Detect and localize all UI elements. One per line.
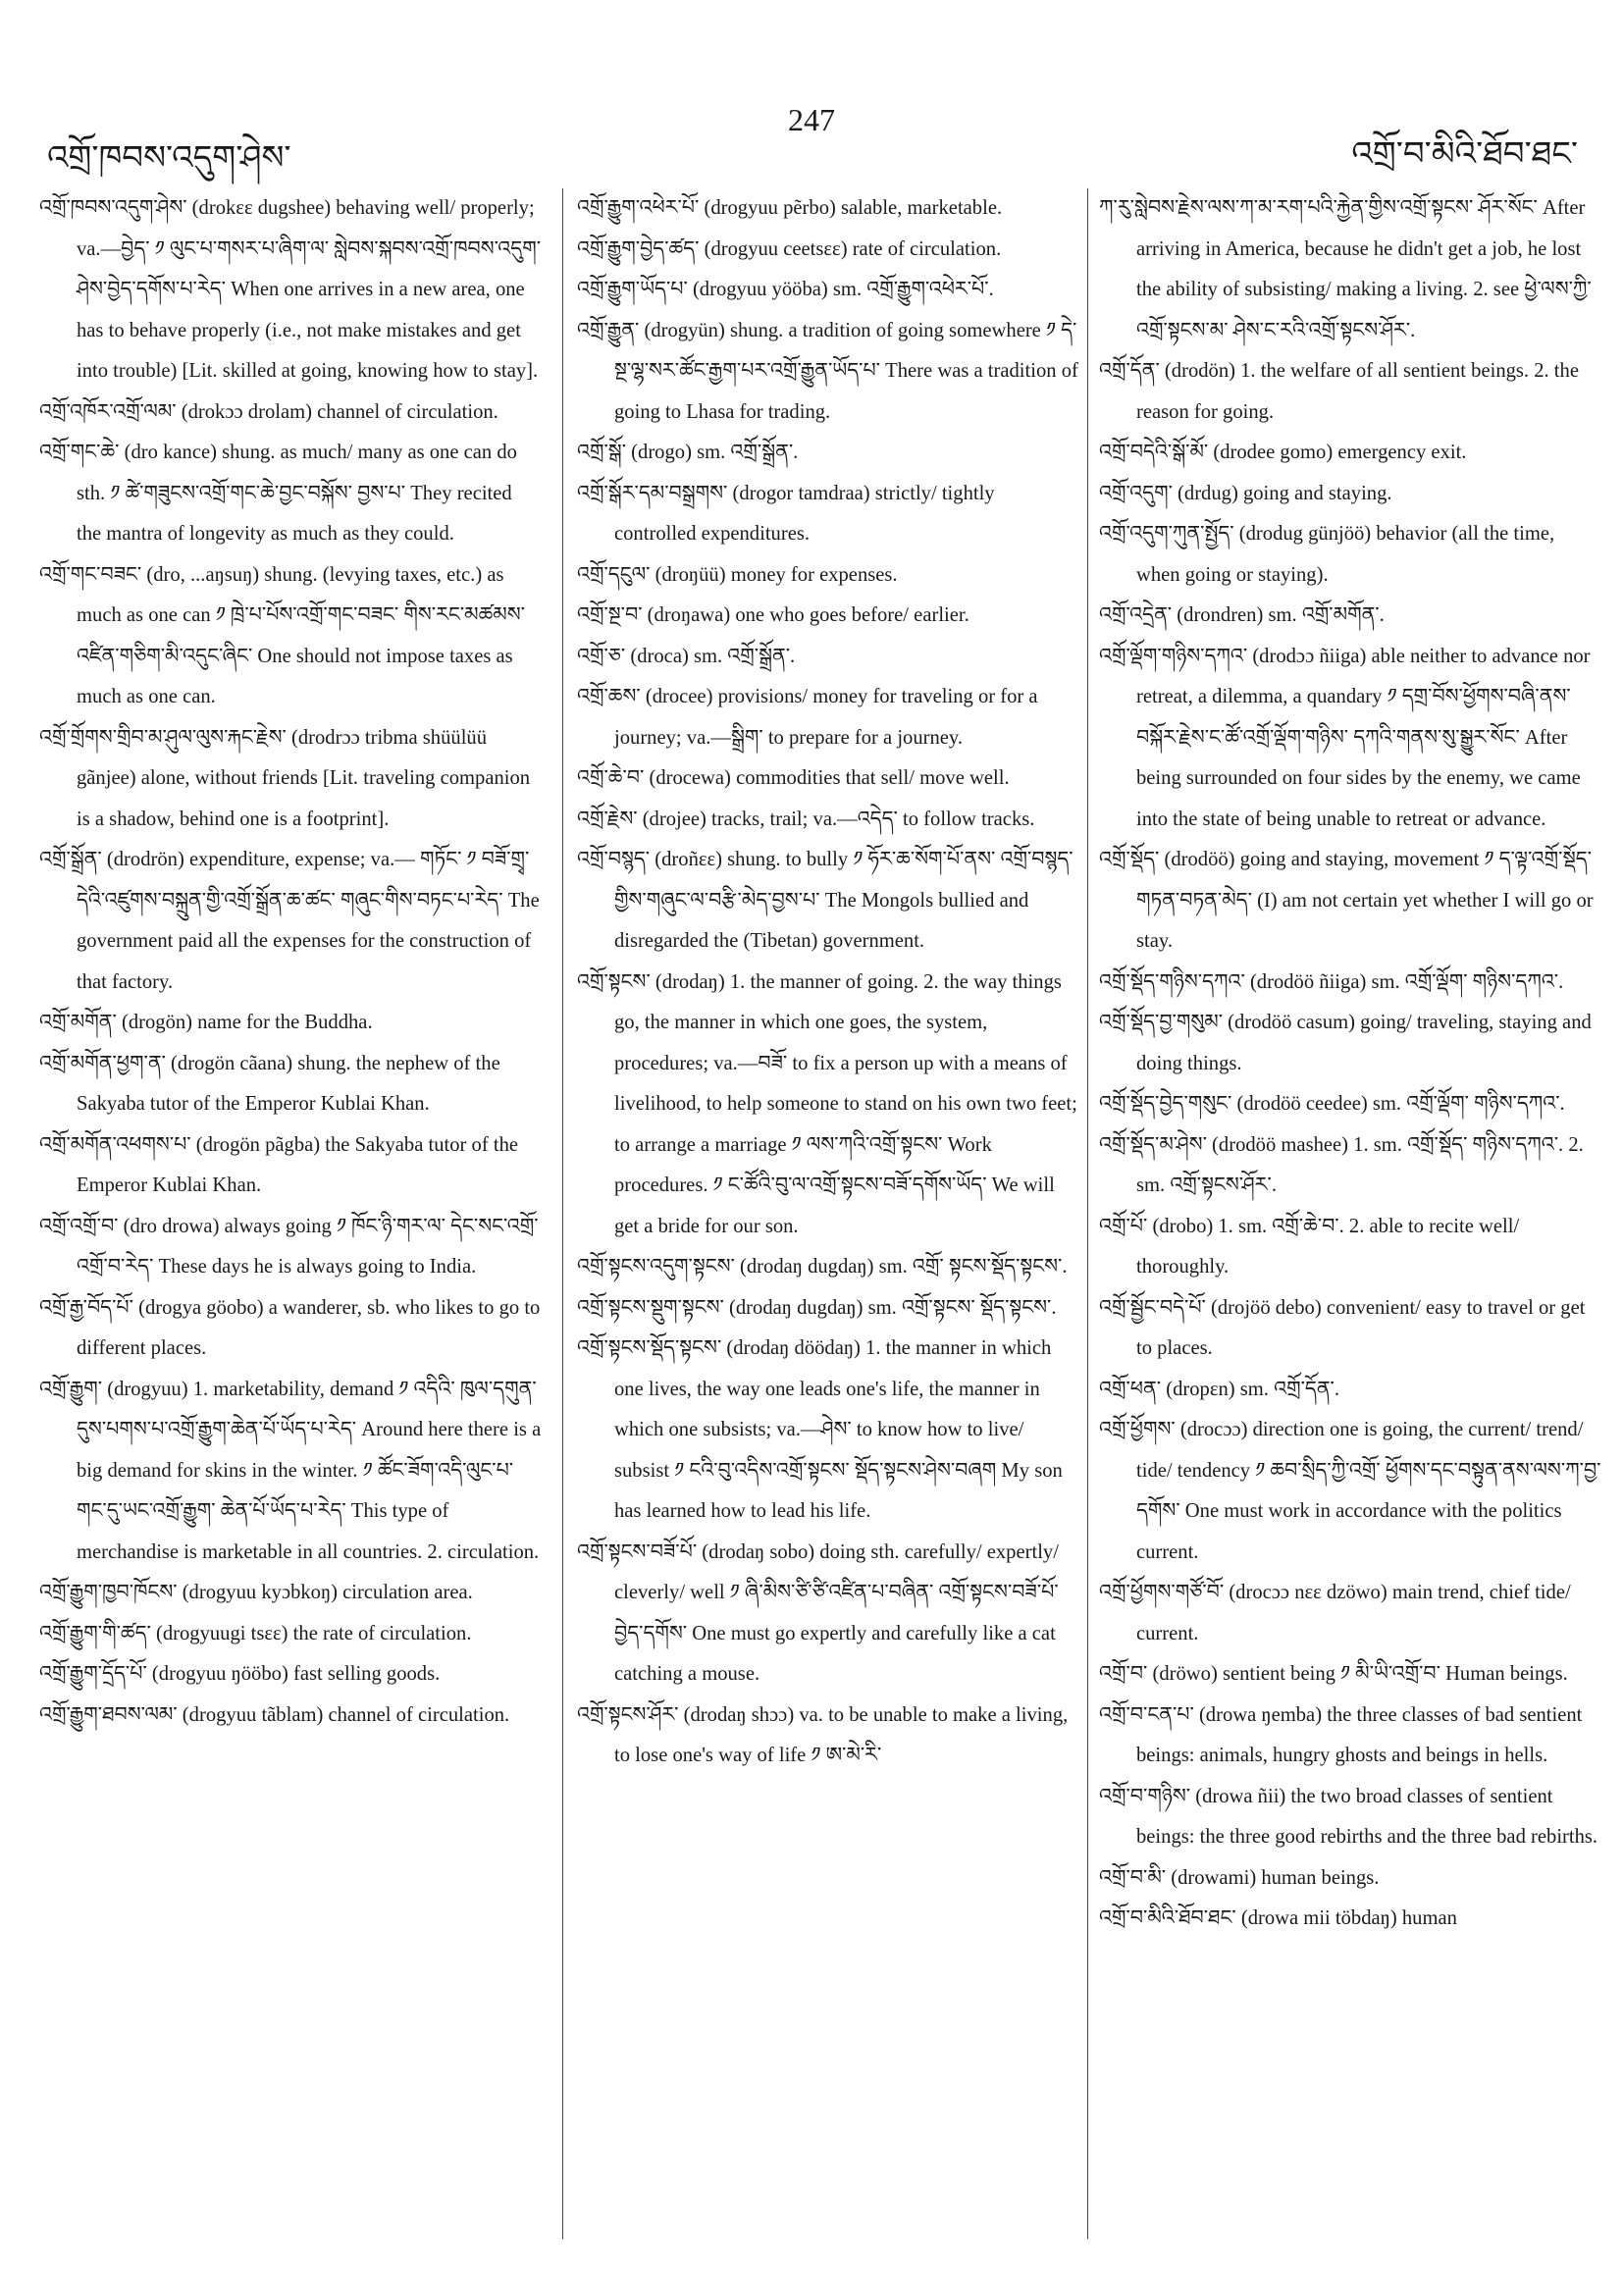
dictionary-entry: འགྲོ་སྟངས་ཤོར་ (drodaŋ shɔɔ) va. to be unable to make a living, to lose one's way of life ༡ ཨ་མེ་རི་ <box>577 1703 1069 1766</box>
dictionary-entry: འགྲོ་བསྙད་ (droñεε) shung. to bully ༡ ཧོར་ཆ་སོག་པོ་ནས་ འགྲོ་བསྙད་གྱིས་གཞུང་ལ་བརྩི་མེད་བྱས་པ་ The Mongols bullied and disregarded the (Tibetan) government. <box>577 849 1073 952</box>
dictionary-entry: འགྲོ་སྡོད་མ་ཤེས་ (drodöö mashee) 1. sm. འགྲོ་སྡོད་ གཉིས་དཀའ་. 2. sm. འགྲོ་སྟངས་ཤོར་. <box>1099 1133 1584 1196</box>
column-divider <box>1087 188 1088 2239</box>
dictionary-entry: འགྲོ་རྒྱུག་ (drogyuu) 1. marketability, demand ༡ འདིའི་ ཁུལ་དགུན་དུས་པགས་པ་འགྲོ་རྒྱུག་ཆེན་པོ་ཡོད་པ་རེད་ Around here there is a big demand for skins in the winter. ༡ ཚོང་ཟོག་འདི་ལུང་པ་གང་དུ་ཡང་འགྲོ་རྒྱུག་ ཆེན་པོ་ཡོད་པ་རེད་ This type of merchandise is marketable in all countries. 2. circulation. <box>39 1378 542 1563</box>
dictionary-entry: འགྲོ་འདུག་ཀུན་སྤྱོད་ (drodug günjöö) behavior (all the time, when going or staying). <box>1099 523 1555 586</box>
dictionary-entry: འགྲོ་རྗེས་ (drojee) tracks, trail; va.—འདེད་ to follow tracks. <box>577 808 1035 830</box>
dictionary-entry: འགྲོ་སྡོད་བྱ་གསུམ་ (drodöö casum) going/ traveling, staying and doing things. <box>1099 1012 1592 1074</box>
dictionary-entry: འགྲོ་འདྲེན་ (drondren) sm. འགྲོ་མགོན་. <box>1099 604 1385 626</box>
dictionary-entry: འགྲོ་དངུལ་ (droŋüü) money for expenses. <box>577 563 898 586</box>
dictionary-entry: འགྲོ་གང་བཟང་ (dro, ...aŋsuŋ) shung. (levying taxes, etc.) as much as one can ༡ ཁྲེ་པ་པོས་འགྲོ་གང་བཟང་ གིས་རང་མཚམས་འཛིན་གཅིག་མི་འདུང་ཞིང་ One should not impose taxes as much as one can. <box>39 563 525 707</box>
dictionary-entry: འགྲོ་རྒྱུག་ཡོད་པ་ (drogyuu yööba) sm. འགྲོ་རྒྱུག་འཕེར་པོ་. <box>577 279 994 300</box>
dictionary-entry: འགྲོ་བ་མིའི་ཐོབ་ཐང་ (drowa mii töbdaŋ) human <box>1099 1907 1457 1929</box>
dictionary-entry: འགྲོ་གང་ཆེ་ (dro kance) shung. as much/ many as one can do sth. ༡ ཚེ་གཟུངས་འགྲོ་གང་ཆེ་བྱང་བསྐོས་ བྱས་པ་ They recited the mantra of longevity as much as they could. <box>39 442 517 545</box>
dictionary-entry: འགྲོ་དོན་ (drodön) 1. the welfare of all sentient beings. 2. the reason for going. <box>1099 360 1579 423</box>
dictionary-entry: འགྲོ་རྒྱུག་དྲོད་པོ་ (drogyuu ŋööbo) fast selling goods. <box>39 1663 441 1685</box>
dictionary-entry: འགྲོ་འགྲོ་བ་ (dro drowa) always going ༡ ཁོང་ཉི་གར་ལ་ དེང་སང་འགྲོ་འགྲོ་བ་རེད་ These days he is always going to India. <box>39 1215 539 1278</box>
dictionary-entry: འགྲོ་མགོན་འཕགས་པ་ (drogön pãgba) the Sakyaba tutor of the Emperor Kublai Khan. <box>39 1133 519 1196</box>
dictionary-entry: འགྲོ་སྟངས་སྡོད་སྟངས་ (drodaŋ döödaŋ) 1. the manner in which one lives, the way one leads one's life, the manner in which one subsists; va.—ཤེས་ to know how to live/ subsist ༡ ངའི་བུ་འདིས་འགྲོ་སྟངས་ སྡོད་སྟངས་ཤེས་བཞག My son has learned how to lead his life. <box>577 1337 1063 1522</box>
dictionary-entry: འགྲོ་རྒྱུན་ (drogyün) shung. a tradition of going somewhere ༡ དེ་སྔ་ལྷ་སར་ཚོང་རྒྱག་པར་འགྲོ་རྒྱུན་ཡོད་པ་ There was a tradition of going to Lhasa for trading. <box>577 319 1078 423</box>
dictionary-entry: འགྲོ་མགོན་ཕྱག་ན་ (drogön cãana) shung. the nephew of the Sakyaba tutor of the Emperor Kublai Khan. <box>39 1052 500 1115</box>
dictionary-entry: ཀ་རུ་སླེབས་རྗེས་ལས་ཀ་མ་རག་པའི་རྐྱེན་གྱིས་འགྲོ་སྟངས་ ཤོར་སོང་ After arriving in America, because he didn't get a job, he lost the ability of subsisting/ making a living. 2. see ཕྱེ་ལས་ཀྱི་འགྲོ་སྟངས་མ་ ཤེས་ང་རའི་འགྲོ་སྟངས་ཤོར་. <box>1099 197 1592 341</box>
dictionary-entry: འགྲོ་སྒོར་དམ་བསྒྲགས་ (drogor tamdraa) strictly/ tightly controlled expenditures. <box>577 482 995 545</box>
dictionary-body <box>39 188 1601 2239</box>
page-number: 247 <box>788 102 835 137</box>
dictionary-entry: འགྲོ་རྒྱུག་གི་ཚད་ (drogyuugi tsεε) the rate of circulation. <box>39 1622 472 1644</box>
dictionary-entry: འགྲོ་སྟངས་བཟོ་པོ་ (drodaŋ sobo) doing sth. carefully/ expertly/ cleverly/ well ༡ ཞི་མིས་ཙི་ཙི་འཛིན་པ་བཞིན་ འགྲོ་སྟངས་བཟོ་པོ་བྱེད་དགོས་ One must go expertly and carefully like a cat catching a mouse. <box>577 1540 1059 1685</box>
dictionary-entry: འགྲོ་ཁབས་འདུག་ཤེས་ (drokεε dugshee) behaving well/ properly; va.—བྱེད་ ༡ ལུང་པ་གསར་པ་ཞིག་ལ་ སླེབས་སྐབས་འགྲོ་ཁབས་འདུག་ཤེས་བྱེད་དགོས་པ་རེད་ When one arrives in a new area, one has to behave properly (i.e., not make mistakes and get into trouble) [Lit. skilled at going, knowing how to stay]. <box>39 197 542 382</box>
dictionary-entry: འགྲོ་སྡོད་གཉིས་དཀའ་ (drodöö ñiiga) sm. འགྲོ་ལྡོག་ གཉིས་དཀའ་. <box>1099 970 1564 993</box>
column-3 <box>1099 188 1601 1940</box>
dictionary-entry: འགྲོ་མགོན་ (drogön) name for the Buddha. <box>39 1012 373 1033</box>
dictionary-entry: འགྲོ་ཕྱོགས་གཙོ་བོ་ (drocɔɔ nεε dzöwo) main trend, chief tide/ current. <box>1099 1582 1571 1644</box>
dictionary-entry: འགྲོ་སྦྱོང་བདེ་པོ་ (drojöö debo) convenient/ easy to travel or get to places. <box>1099 1296 1586 1359</box>
column-1 <box>39 188 542 1736</box>
page-header <box>0 102 1623 177</box>
column-2 <box>577 188 1079 1777</box>
dictionary-entry: འགྲོ་བདེའི་སྒོ་མོ་ (drodee gomo) emergency exit. <box>1099 442 1467 463</box>
dictionary-entry: འགྲོ་སྡོད་བྱེད་གསུང་ (drodöö ceedee) sm. འགྲོ་ལྡོག་ གཉིས་དཀའ་. <box>1099 1093 1565 1115</box>
column-divider <box>562 188 563 2239</box>
dictionary-entry: འགྲོ་བ་གཉིས་ (drowa ñii) the two broad classes of sentient beings: the three good rebirths and the three bad rebirths. <box>1099 1785 1598 1848</box>
dictionary-entry: འགྲོ་ཆེ་བ་ (drocewa) commodities that sell/ move well. <box>577 767 1010 789</box>
dictionary-entry: འགྲོ་སྟངས་སྡུག་སྟངས་ (drodaŋ dugdaŋ) sm. འགྲོ་སྟངས་ སྡོད་སྟངས་. <box>577 1296 1057 1319</box>
dictionary-entry: འགྲོ་སྟངས་འདུག་སྟངས་ (drodaŋ dugdaŋ) sm. འགྲོ་ སྟངས་སྡོད་སྟངས་. <box>577 1256 1068 1278</box>
dictionary-entry: འགྲོ་སྟངས་ (drodaŋ) 1. the manner of going. 2. the way things go, the manner in which one goes, the system, procedures; va.—བཟོ་ to fix a person up with a means of livelihood, to help someone to stand on his own two feet; to arrange a marriage ༡ ལས་ཀའི་འགྲོ་སྟངས་ Work procedures. ༡ ང་ཚོའི་བུ་ལ་འགྲོ་སྟངས་བཟོ་དགོས་ཡོད་ We will get a bride for our son. <box>577 970 1077 1237</box>
dictionary-entry: འགྲོ་རྒྱུག་བྱེད་ཚད་ (drogyuu ceetsεε) rate of circulation. <box>577 237 1002 260</box>
dictionary-entry: འགྲོ་སྡོད་ (drodöö) going and staying, movement ༡ ད་ལྟ་འགྲོ་སྡོད་གཏན་བཏན་མེད་ (I) am not certain yet whether I will go or stay. <box>1099 849 1594 952</box>
dictionary-entry: འགྲོ་ཆས་ (drocee) provisions/ money for traveling or for a journey; va.—སྒྲིག་ to prepare for a journey. <box>577 686 1038 749</box>
dictionary-entry: འགྲོ་རྒྱ་བོད་པོ་ (drogya göobo) a wanderer, sb. who likes to go to different places. <box>39 1296 541 1359</box>
dictionary-entry: འགྲོ་ལྡོག་གཉིས་དཀའ་ (drodɔɔ ñiiga) able neither to advance nor retreat, a dilemma, a quandary ༡ དགྲ་བོས་ཕྱོགས་བཞི་ནས་བསྐོར་རྗེས་ང་ཚོ་འགྲོ་ལྡོག་གཉིས་ དཀའི་གནས་སུ་སྒྱུར་སོང་ After being surrounded on four sides by the enemy, we came into the state of being unable to retreat or advance. <box>1099 645 1591 830</box>
dictionary-entry: འགྲོ་རྒྱུག་ཐབས་ལམ་ (drogyuu tãblam) channel of circulation. <box>39 1703 510 1726</box>
dictionary-entry: འགྲོ་གྲོགས་གྲིབ་མ་ཤུལ་ལུས་རྐང་རྗེས་ (drodrɔɔ tribma shüülüü gãnjee) alone, without friends [Lit. traveling companion is a shadow, behind one is a footprint]. <box>39 726 531 830</box>
header-right-guideword: འགྲོ་བ་མིའི་ཐོབ་ཐང་ <box>1351 136 1578 173</box>
dictionary-entry: འགྲོ་ཕྱོགས་ (drocɔɔ) direction one is going, the current/ trend/ tide/ tendency ༡ ཆབ་སྲིད་ཀྱི་འགྲོ་ ཕྱོགས་དང་བསྟུན་ནས་ལས་ཀ་བྱ་དགོས་ One must work in accordance with the politics current. <box>1099 1419 1601 1563</box>
dictionary-entry: འགྲོ་ཕན་ (dropεn) sm. འགྲོ་དོན་. <box>1099 1378 1340 1400</box>
dictionary-entry: འགྲོ་སྔ་བ་ (droŋawa) one who goes before/ earlier. <box>577 604 969 626</box>
header-left-guideword: འགྲོ་ཁབས་འདུག་ཤེས་ <box>47 140 291 177</box>
dictionary-entry: འགྲོ་བ་ (dröwo) sentient being ༡ མི་ཡི་འགྲོ་བ་ Human beings. <box>1099 1663 1568 1685</box>
dictionary-entry: འགྲོ་བ་མི་ (drowami) human beings. <box>1099 1866 1380 1889</box>
dictionary-entry: འགྲོ་འཁོར་འགྲོ་ལམ་ (drokɔɔ drolam) channel of circulation. <box>39 400 498 423</box>
dictionary-entry: འགྲོ་སྒོ་ (drogo) sm. འགྲོ་སྒྲོན་. <box>577 442 799 463</box>
dictionary-entry: འགྲོ་སྒྲོན་ (drodrön) expenditure, expense; va.— གཏོང་ ༡ བཟོ་གྲྭ་དེའི་འཛུགས་བསྐྲུན་གྱི་འགྲོ་སྒྲོན་ཆ་ཚང་ གཞུང་གིས་བཏང་པ་རེད་ The government paid all the expenses for the construction of that factory. <box>39 849 540 993</box>
dictionary-entry: འགྲོ་ཅ་ (droca) sm. འགྲོ་སྒྲོན་. <box>577 645 796 667</box>
dictionary-entry: འགྲོ་པོ་ (drobo) 1. sm. འགྲོ་ཆེ་བ་. 2. able to recite well/ thoroughly. <box>1099 1215 1520 1278</box>
dictionary-entry: འགྲོ་བ་ངན་པ་ (drowa ŋemba) the three classes of bad sentient beings: animals, hungry ghosts and beings in hells. <box>1099 1703 1583 1766</box>
dictionary-entry: འགྲོ་རྒྱུག་འཕེར་པོ་ (drogyuu pẽrbo) salable, marketable. <box>577 197 1003 219</box>
dictionary-entry: འགྲོ་འདུག་ (drdug) going and staying. <box>1099 482 1392 504</box>
dictionary-entry: འགྲོ་རྒྱུག་ཁྱབ་ཁོངས་ (drogyuu kyɔbkoŋ) circulation area. <box>39 1582 473 1603</box>
